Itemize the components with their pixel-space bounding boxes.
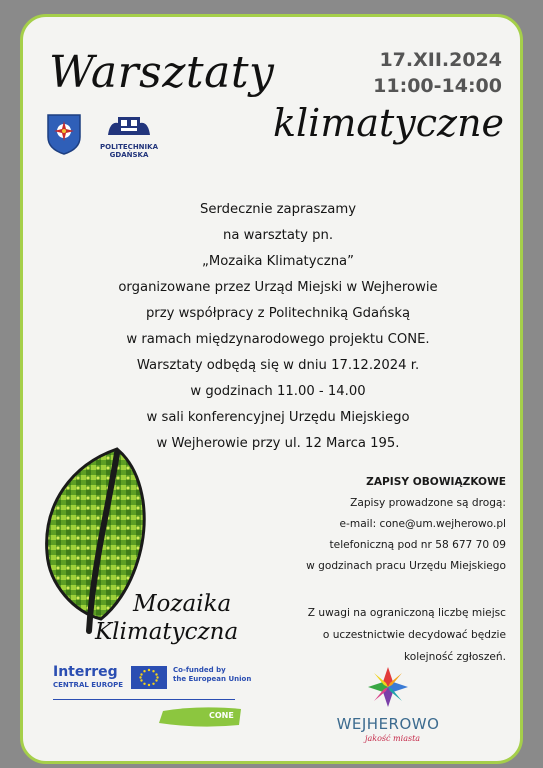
interreg-name: Interreg [53,664,118,680]
invite-line: „Mozaika Klimatyczna” [202,254,354,269]
invite-line: przy współpracy z Politechniką Gdańską [145,306,411,321]
registration-heading: ZAPISY OBOWIĄZKOWE [366,476,506,488]
city-crest-icon [46,113,82,155]
politechnika-emblem-icon [104,115,154,139]
title-line-1: Warsztaty [49,47,275,98]
registration-line: w godzinach pracu Urzędu Miejskiego [306,560,506,572]
invite-line: Serdecznie zapraszamy [199,202,357,217]
invite-line: na warsztaty pn. [222,228,334,243]
title-line-2: klimatyczne [273,101,505,145]
poster [20,14,523,764]
wejherowo-star-icon [333,659,443,715]
cone-logo [159,707,241,727]
event-time: 11:00-14:00 [373,75,502,97]
politechnika-logo [97,115,161,159]
eu-flag-icon [131,666,167,689]
politechnika-name-1: POLITECHNIKA [99,143,158,151]
invite-line: w Wejherowie przy ul. 12 Marca 195. [156,436,400,451]
cone-label: CONE [209,711,234,720]
invite-line: organizowane przez Urząd Miejski w Wejherowie [118,280,438,295]
interreg-logo [53,664,263,698]
note-line: Z uwagi na ograniczoną liczbę miejsc [307,607,506,619]
invitation-text [63,197,493,457]
registration-phone[interactable]: telefoniczną pod nr 58 677 70 09 [329,539,506,551]
mozaika-title-1: Mozaika [133,591,232,617]
invite-line: w sali konferencyjnej Urzędu Miejskiego [146,410,410,425]
city-tagline: jakość miasta [365,734,421,743]
invite-line: Warsztaty odbędą się w dniu 17.12.2024 r. [136,358,420,373]
interreg-divider [53,699,235,700]
invite-line: w godzinach 11.00 - 14.00 [190,384,366,399]
registration-line: Zapisy prowadzone są drogą: [350,497,506,509]
city-name: WEJHEROWO [336,715,440,733]
event-date: 17.XII.2024 [379,49,502,71]
mozaika-title-2: Klimatyczna [95,619,239,645]
interreg-subtitle: CENTRAL EUROPE [53,681,123,689]
wejherowo-logo [333,659,443,749]
note-line: o uczestnictwie decydować będzie [322,629,506,641]
registration-email[interactable]: e-mail: cone@um.wejherowo.pl [339,518,506,530]
cofund-line-2: the European Union [173,675,252,683]
note-line: kolejność zgłoszeń. [403,651,506,663]
politechnika-name-2: GDAŃSKA [109,151,149,159]
cofund-line-1: Co-funded by [173,666,226,674]
invite-line: w ramach międzynarodowego projektu CONE. [126,332,430,347]
registration-info [206,472,506,577]
cofund-text [173,666,251,684]
